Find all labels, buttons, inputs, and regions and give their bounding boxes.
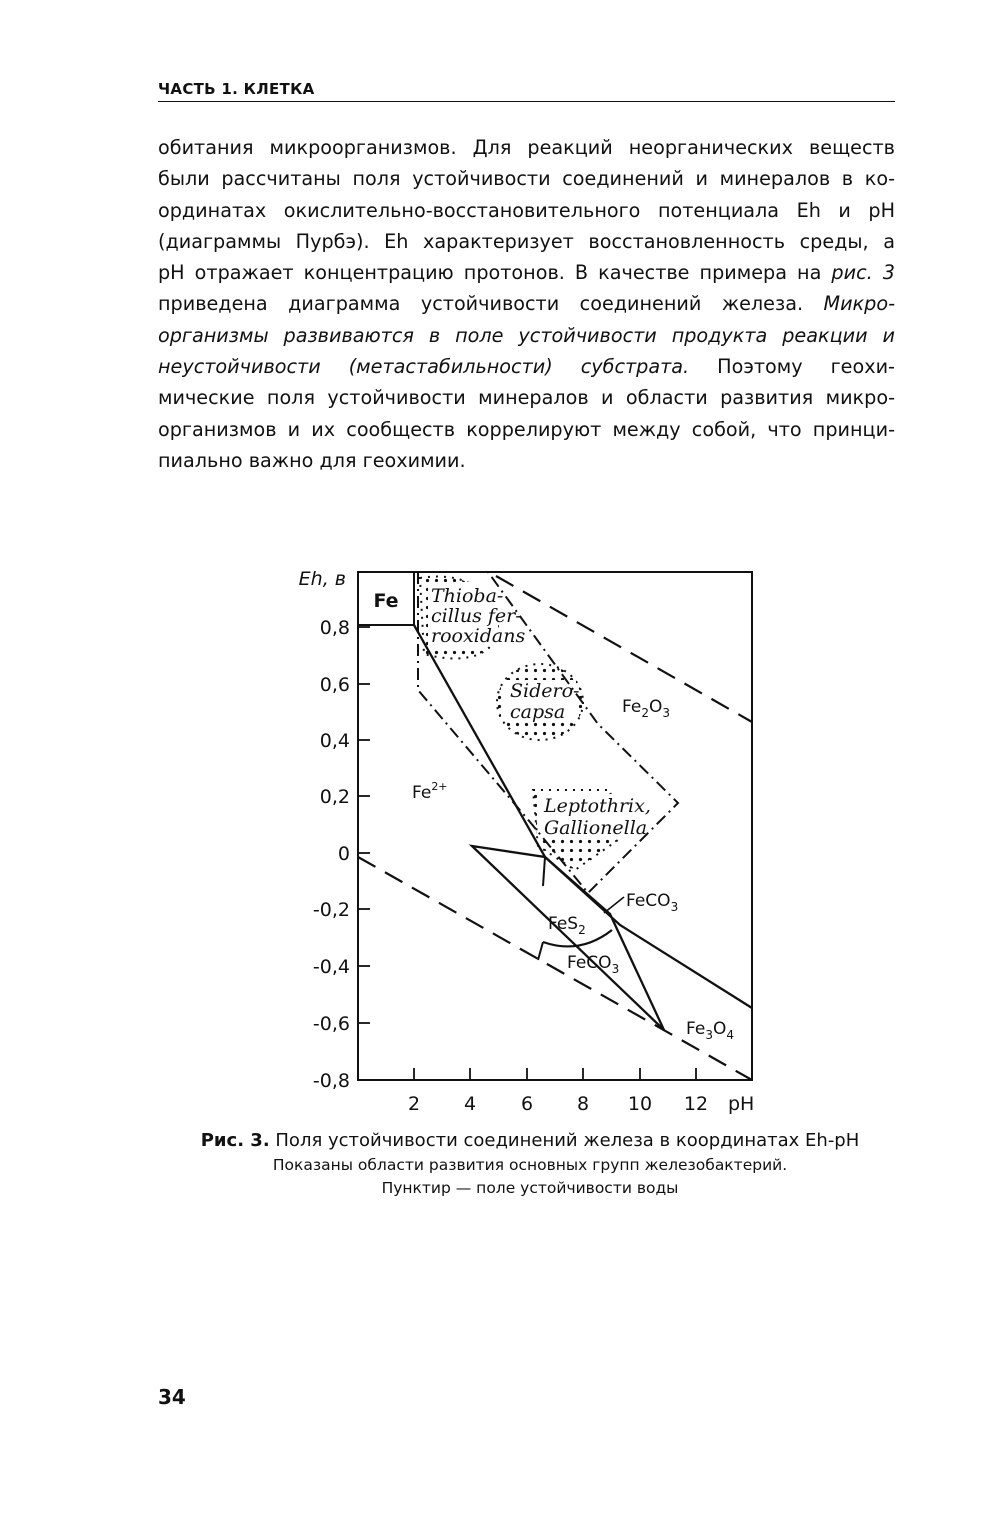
x-axis-label: pH: [728, 1093, 755, 1115]
thiobacillus-label-line1: Thioba-: [431, 585, 504, 607]
y-tick-label: -0,2: [312, 899, 350, 921]
leptothrix-label-line1: Leptothrix,: [544, 795, 651, 817]
siderocapsa-label-line2: capsa: [510, 701, 566, 723]
text-line: обитания микроорганизмов. Для реакций неорганических веществ: [158, 136, 895, 159]
y-tick-label: -0,8: [312, 1070, 350, 1092]
header-rule: [158, 101, 895, 102]
siderocapsa-label-line1: Sidero-: [510, 680, 580, 702]
x-tick-label: 10: [627, 1093, 653, 1115]
x-axis-ticks: [414, 1068, 696, 1080]
x-tick-label: 8: [576, 1093, 590, 1115]
text-line: [158, 288, 895, 319]
page-number: 34: [158, 1385, 186, 1409]
text-line: организмов и их сообществ коррелируют между собой, что принци-: [158, 417, 895, 441]
caption-title: [160, 1128, 900, 1154]
caption-label: Рис. 3.: [200, 1130, 270, 1151]
text-line: организмы развиваются в поле устойчивости продукта реакции и: [158, 323, 895, 347]
region-label-feco3-lower: FeCO$_3$: [567, 953, 620, 976]
feco3-top-edge: [543, 857, 545, 886]
running-header: ЧАСТЬ 1. КЛЕТКА: [158, 80, 315, 98]
y-axis-label: Eh, в: [298, 568, 346, 590]
text-line: пиально важно для геохимии.: [158, 448, 466, 472]
text-line: мические поля устойчивости минералов и области развития микро-: [158, 386, 895, 410]
thiobacillus-label-line3: rooxidans: [431, 625, 526, 647]
text-line: ординатах окислительно-восстановительного потенциала Eh и pH: [158, 198, 895, 222]
italic-segment: Микро-: [823, 292, 895, 316]
y-tick-label: 0,2: [319, 786, 350, 808]
region-label-fes2: FeS$_2$: [548, 914, 586, 937]
fes2-left-edge: [538, 942, 543, 960]
text-line: были рассчитаны поля устойчивости соединений и минералов в ко-: [158, 167, 895, 191]
y-tick-label: -0,6: [312, 1013, 350, 1035]
y-tick-label: 0,4: [319, 730, 350, 752]
body-paragraph: [158, 132, 895, 476]
gallionella-label-line2: Gallionella: [544, 817, 648, 839]
text-line: [158, 257, 895, 288]
y-tick-label: 0,8: [319, 617, 350, 639]
region-label-fe2o3: $Fe_2O_3$: [622, 697, 670, 720]
text-segment: pH отражает концентрацию протонов. В качестве примера на: [158, 261, 832, 285]
text-line: [158, 351, 895, 382]
text-line: (диаграммы Пурбэ). Eh характеризует восстановленность среды, а: [158, 229, 895, 253]
y-tick-label: 0: [337, 843, 350, 865]
y-tick-label: -0,4: [312, 956, 350, 978]
thiobacillus-label-line2: cillus fer-: [431, 605, 522, 627]
x-tick-label: 4: [463, 1093, 477, 1115]
x-tick-label: 2: [407, 1093, 421, 1115]
water-lower-line: [358, 857, 752, 1080]
figure-caption: [160, 1128, 900, 1200]
text-segment: приведена диаграмма устойчивости соединений железа.: [158, 292, 824, 316]
caption-line: Показаны области развития основных групп железобактерий.: [272, 1156, 788, 1174]
x-tick-label: 6: [520, 1093, 534, 1115]
region-label-feco3-upper: FeCO$_3$: [626, 891, 679, 914]
eh-ph-diagram: [280, 562, 780, 1122]
feco3-pointer: [604, 897, 624, 913]
region-label-fe2: $Fe^{2+}$: [412, 780, 448, 803]
y-tick-label: 0,6: [319, 674, 350, 696]
figure-reference: рис. 3: [831, 261, 895, 285]
region-label-fe3o4: $Fe_3O_4$: [686, 1019, 734, 1042]
y-axis-ticks: [358, 572, 370, 1023]
text-segment: Поэтому геохи-: [689, 355, 895, 379]
region-label-fe: Fe: [373, 590, 399, 612]
x-tick-label: 12: [683, 1093, 709, 1115]
caption-line: Пунктир — поле устойчивости воды: [381, 1179, 679, 1197]
caption-title-text: Поля устойчивости соединений железа в координатах Eh-pH: [269, 1130, 860, 1151]
italic-segment: неустойчивости (метастабильности) субстрата.: [158, 355, 690, 379]
